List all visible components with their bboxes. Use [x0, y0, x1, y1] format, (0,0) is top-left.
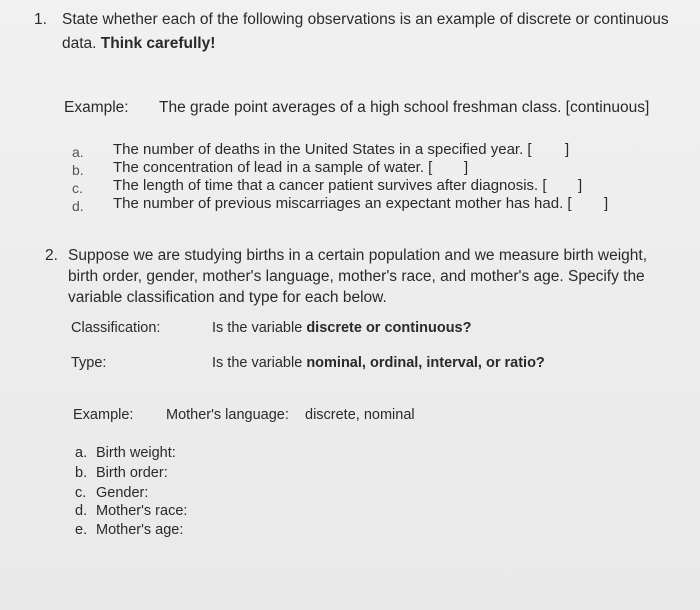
q1-prompt-line2: [62, 33, 215, 54]
q1-item-b-bracket: ]: [464, 159, 469, 176]
q1-prompt-line1: State whether each of the following observations is an example of discrete or continuous: [62, 11, 669, 28]
q2-item-b-text: Birth order:: [96, 465, 168, 481]
q1-number: 1.: [34, 11, 47, 28]
q2-type-question: [212, 355, 545, 371]
q2-classification-label: Classification:: [71, 320, 161, 336]
q2-type-prefix: Is the variable: [212, 355, 303, 371]
q2-item-b-letter: b.: [75, 465, 88, 481]
q2-item-c-text: Gender:: [96, 485, 149, 501]
q2-classification-emphasis: discrete or continuous?: [306, 320, 472, 336]
q2-classification-prefix: Is the variable: [212, 320, 303, 336]
q1-prompt-emphasis: Think carefully!: [100, 35, 216, 52]
q2-example-answer: discrete, nominal: [305, 407, 415, 423]
q2-prompt-line1: Suppose we are studying births in a certain population and we measure birth weight,: [68, 247, 648, 264]
q1-item-b-text: The concentration of lead in a sample of water. [: [113, 159, 433, 176]
q2-item-a-text: Birth weight:: [96, 445, 176, 461]
q2-item-c-letter: c.: [75, 485, 87, 501]
q1-example-text: The grade point averages of a high school freshman class. [continuous]: [159, 99, 650, 116]
q1-item-a-bracket: ]: [565, 141, 570, 158]
q2-prompt-line3: variable classification and type for each below.: [68, 289, 387, 306]
q1-item-d-bracket: ]: [604, 195, 609, 212]
q1-example-label: Example:: [64, 99, 129, 116]
q2-item-e-letter: e.: [75, 522, 88, 538]
q1-item-b-letter: b.: [72, 162, 84, 178]
q1-item-c-letter: c.: [72, 180, 83, 196]
q2-type-emphasis: nominal, ordinal, interval, or ratio?: [306, 355, 545, 371]
q2-example-variable: Mother's language:: [166, 407, 289, 423]
q2-classification-question: [212, 320, 471, 336]
q2-example-label: Example:: [73, 407, 134, 423]
q2-item-d-text: Mother's race:: [96, 503, 188, 519]
q1-item-d-letter: d.: [72, 198, 84, 214]
q1-item-a-text: The number of deaths in the United States in a specified year. [: [113, 141, 532, 158]
q2-prompt-line2: birth order, gender, mother's language, mother's race, and mother's age. Specify the: [68, 268, 645, 285]
q2-number: 2.: [45, 247, 58, 264]
q2-item-e-text: Mother's age:: [96, 522, 184, 538]
q1-item-a-letter: a.: [72, 144, 84, 160]
q2-item-a-letter: a.: [75, 445, 88, 461]
q1-item-d-text: The number of previous miscarriages an expectant mother has had. [: [113, 195, 572, 212]
q1-item-c-text: The length of time that a cancer patient survives after diagnosis. [: [113, 177, 547, 194]
q1-item-c-bracket: ]: [578, 177, 583, 194]
q2-item-d-letter: d.: [75, 503, 88, 519]
q2-type-label: Type:: [71, 355, 107, 371]
q1-prompt-prefix: data.: [62, 35, 97, 52]
